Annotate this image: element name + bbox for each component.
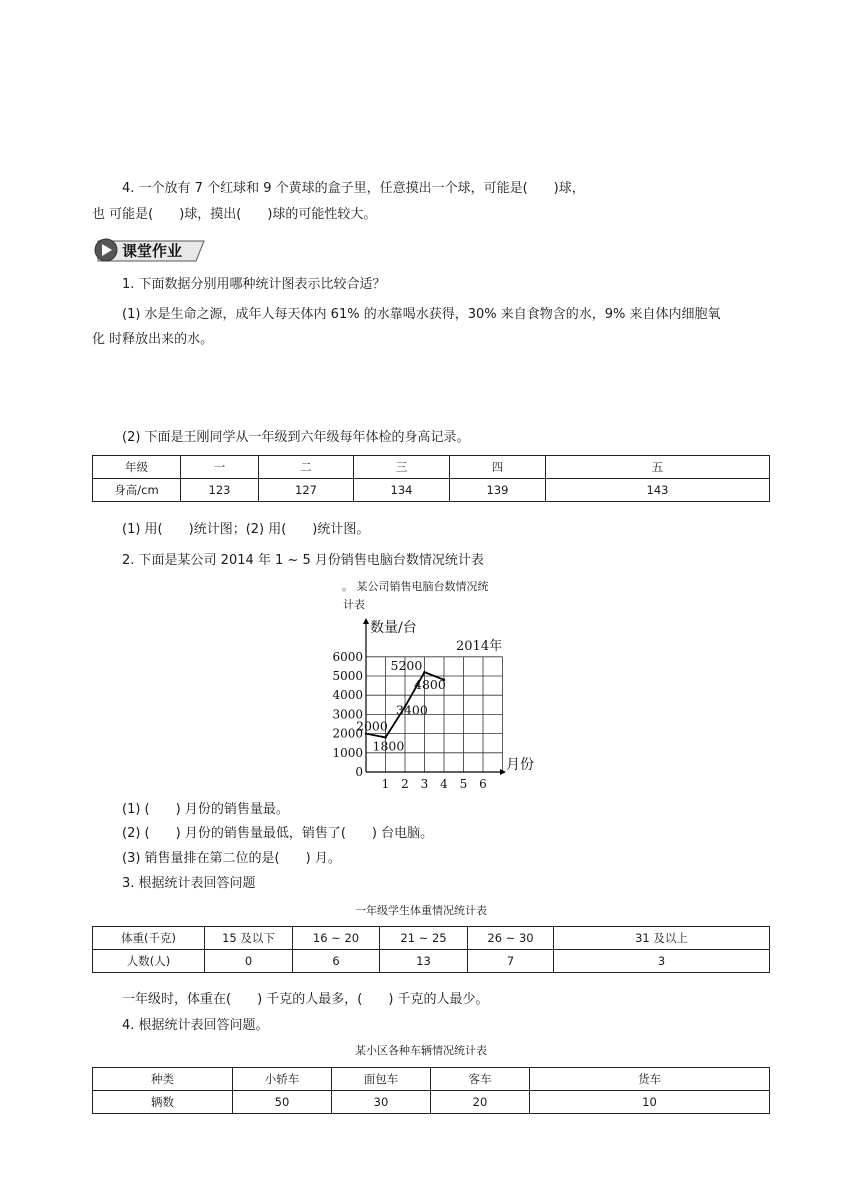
table-cell: 一 xyxy=(181,456,259,479)
y-tick-label: 3000 xyxy=(332,707,363,722)
y-tick-label: 5000 xyxy=(332,669,363,683)
table-cell: 26 ~ 30 xyxy=(468,927,554,950)
data-point xyxy=(423,671,425,673)
table-cell: 10 xyxy=(530,1091,770,1114)
x-tick-label: 5 xyxy=(459,777,468,791)
q2-answer-3: (3) 销售量排在第二位的是( ) 月。 xyxy=(122,851,341,866)
table-cell: 三 xyxy=(354,456,450,479)
table-cell: 种类 xyxy=(93,1068,233,1091)
vehicle-table xyxy=(92,1067,770,1114)
data-label: 5200 xyxy=(390,658,423,674)
table-cell: 辆数 xyxy=(93,1091,233,1114)
section-banner xyxy=(92,235,210,265)
table-cell: 15 及以下 xyxy=(205,927,293,950)
section-banner-label: 课堂作业 xyxy=(122,242,183,260)
table-cell: 小轿车 xyxy=(233,1068,332,1091)
data-label: 4800 xyxy=(414,676,446,692)
table-cell: 7 xyxy=(468,950,554,973)
table-cell: 五 xyxy=(546,456,770,479)
q3-title: 3. 根据统计表回答问题 xyxy=(122,876,256,891)
sales-line-chart xyxy=(322,614,544,794)
table-cell: 16 ~ 20 xyxy=(293,927,380,950)
banner-graphic xyxy=(92,235,210,265)
q4-title: 4. 根据统计表回答问题。 xyxy=(122,1018,269,1033)
q1-title: 1. 下面数据分别用哪种统计图表示比较合适？ xyxy=(122,277,386,292)
data-label: 3400 xyxy=(396,702,428,718)
table-cell: 123 xyxy=(181,479,259,502)
y-tick-label: 2000 xyxy=(332,726,363,741)
table-cell: 二 xyxy=(259,456,354,479)
table-cell: 身高/cm xyxy=(93,479,181,502)
x-tick-label: 4 xyxy=(440,777,448,791)
table-cell: 3 xyxy=(554,950,770,973)
table-row xyxy=(93,1091,770,1114)
q2-answer-2: (2) ( ) 月份的销售量最低，销售了( ) 台电脑。 xyxy=(122,826,434,841)
height-table xyxy=(92,455,770,502)
table-cell: 20 xyxy=(431,1091,530,1114)
table-cell: 货车 xyxy=(530,1068,770,1091)
q1-answer: (1) 用( )统计图；(2) 用( )统计图。 xyxy=(122,522,370,537)
x-tick-label: 2 xyxy=(401,777,409,791)
q1-sub1-line1: (1) 水是生命之源，成年人每天体内 61% 的水靠喝水获得，30% 来自食物含的水，9% 来自体内细胞氧 xyxy=(122,307,721,322)
q1-sub1-line2: 化 时释放出来的水。 xyxy=(92,332,214,347)
table-row xyxy=(93,456,770,479)
chart-annotation: 2014年 xyxy=(456,639,503,654)
y-axis-label: 数量/台 xyxy=(370,620,417,636)
table-row xyxy=(93,950,770,973)
table-cell: 面包车 xyxy=(332,1068,431,1091)
x-axis-label: 月份 xyxy=(506,757,534,773)
table-cell: 人数(人) xyxy=(93,950,205,973)
x-tick-label: 1 xyxy=(381,777,390,791)
q2-answer-1: (1) ( ) 月份的销售量最。 xyxy=(122,802,289,817)
table-cell: 50 xyxy=(233,1091,332,1114)
data-label: 2000 xyxy=(356,718,388,734)
table-cell: 30 xyxy=(332,1091,431,1114)
weight-table xyxy=(92,926,770,973)
q2-title: 2. 下面是某公司 2014 年 1 ~ 5 月份销售电脑台数情况统计表 xyxy=(122,553,484,568)
q3-caption: 一年级学生体重情况统计表 xyxy=(355,904,487,917)
chart-caption-line2: 计表 xyxy=(343,598,365,611)
table-row xyxy=(93,927,770,950)
q4-caption: 某小区各种车辆情况统计表 xyxy=(355,1044,487,1057)
table-cell: 139 xyxy=(450,479,546,502)
table-cell: 四 xyxy=(450,456,546,479)
table-row xyxy=(93,1068,770,1091)
table-cell: 客车 xyxy=(431,1068,530,1091)
q3-answer: 一年级时，体重在( ) 千克的人最多，( ) 千克的人最少。 xyxy=(122,992,489,1007)
table-cell: 134 xyxy=(354,479,450,502)
table-cell: 0 xyxy=(205,950,293,973)
table-cell: 21 ~ 25 xyxy=(380,927,468,950)
data-label: 1800 xyxy=(372,738,405,754)
y-tick-label: 0 xyxy=(355,765,363,779)
table-row xyxy=(93,479,770,502)
table-cell: 13 xyxy=(380,950,468,973)
q4-intro-line2: 也 可能是( )球，摸出( )球的可能性较大。 xyxy=(92,207,377,222)
table-cell: 年级 xyxy=(93,456,181,479)
table-cell: 143 xyxy=(546,479,770,502)
q1-sub2: (2) 下面是王刚同学从一年级到六年级每年体检的身高记录。 xyxy=(122,430,470,445)
table-cell: 31 及以上 xyxy=(554,927,770,950)
y-tick-label: 1000 xyxy=(332,745,363,760)
y-axis-arrow xyxy=(363,618,369,624)
table-cell: 体重(千克) xyxy=(93,927,205,950)
x-tick-label: 6 xyxy=(479,777,487,791)
y-tick-label: 4000 xyxy=(332,688,363,703)
x-tick-label: 3 xyxy=(420,777,429,791)
table-cell: 6 xyxy=(293,950,380,973)
q4-intro-line1: 4. 一个放有 7 个红球和 9 个黄球的盒子里，任意摸出一个球，可能是( )球， xyxy=(122,181,585,196)
chart-caption-line1: 。 某公司销售电脑台数情况统 xyxy=(342,580,489,593)
table-cell: 127 xyxy=(259,479,354,502)
y-tick-label: 6000 xyxy=(332,649,363,664)
